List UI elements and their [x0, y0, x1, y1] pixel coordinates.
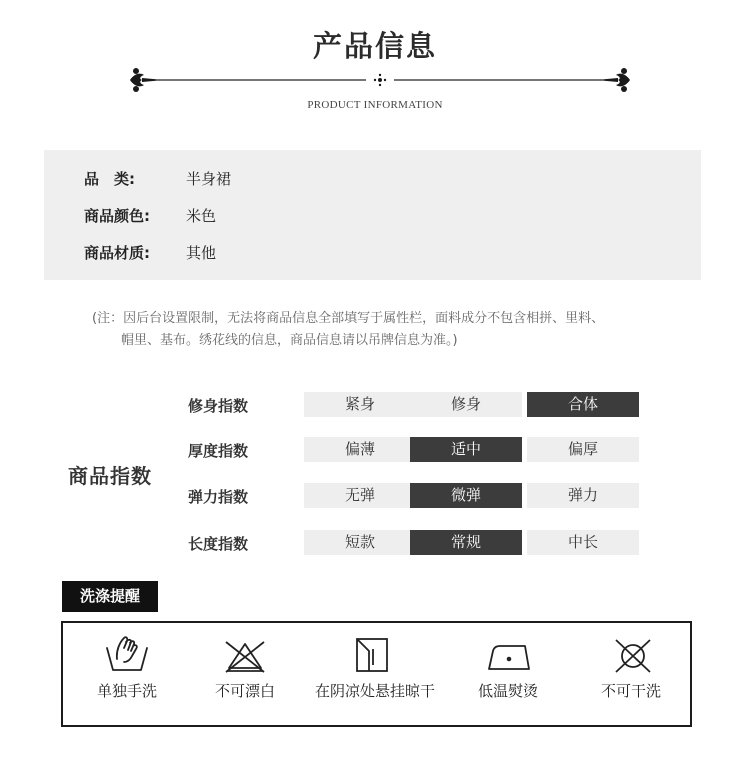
info-label: 品 类: [84, 170, 135, 188]
index-title: 商品指数 [68, 464, 152, 488]
index-option-selected: 合体 [527, 392, 639, 417]
index-option: 无弹 [304, 483, 416, 508]
info-value: 半身裙 [186, 170, 232, 188]
fleur-left-icon [130, 68, 156, 92]
low-iron-icon [484, 637, 534, 675]
wash-label-shade-dry: 在阴凉处悬挂晾干 [314, 682, 435, 700]
no-bleach-icon [220, 638, 270, 676]
index-row-label: 修身指数 [188, 397, 249, 415]
note-line-2: 帽里、基布。绣花线的信息，商品信息请以吊牌信息为准。) [121, 333, 458, 348]
index-option: 弹力 [527, 483, 639, 508]
index-option: 偏厚 [527, 437, 639, 462]
ornament-divider [120, 62, 640, 98]
index-option: 偏薄 [304, 437, 416, 462]
wash-label-no-bleach: 不可漂白 [214, 682, 275, 700]
info-row-category [84, 168, 231, 189]
index-row-label: 弹力指数 [188, 488, 249, 506]
wash-tag: 洗涤提醒 [62, 581, 158, 612]
shade-dry-icon [347, 636, 397, 674]
page-subtitle: PRODUCT INFORMATION [307, 99, 443, 111]
index-row-label: 长度指数 [188, 535, 249, 553]
index-row-label: 厚度指数 [188, 442, 249, 460]
wash-label-hand-wash: 单独手洗 [96, 682, 157, 700]
info-row-color [84, 205, 216, 226]
index-option: 修身 [410, 392, 522, 417]
wash-label-low-iron: 低温熨烫 [477, 682, 538, 700]
page-title: 产品信息 [312, 29, 437, 63]
index-option-selected: 适中 [410, 437, 522, 462]
index-option-selected: 常规 [410, 530, 522, 555]
index-option: 短款 [304, 530, 416, 555]
no-dry-clean-icon [608, 636, 658, 674]
index-option-selected: 微弹 [410, 483, 522, 508]
disclaimer-note [92, 308, 692, 352]
wash-label-no-dry-clean: 不可干洗 [600, 682, 661, 700]
fleur-right-icon [604, 68, 630, 92]
note-line-1: (注：因后台设置限制，无法将商品信息全部填写于属性栏，面料成分不包含相拼、里料、 [92, 311, 605, 326]
index-option: 中长 [527, 530, 639, 555]
index-option: 紧身 [304, 392, 416, 417]
info-label: 商品颜色: [84, 207, 150, 225]
info-value: 米色 [186, 207, 217, 225]
info-value: 其他 [186, 244, 217, 262]
hand-wash-icon [104, 634, 154, 672]
info-row-material [84, 242, 216, 263]
info-label: 商品材质: [84, 244, 150, 262]
